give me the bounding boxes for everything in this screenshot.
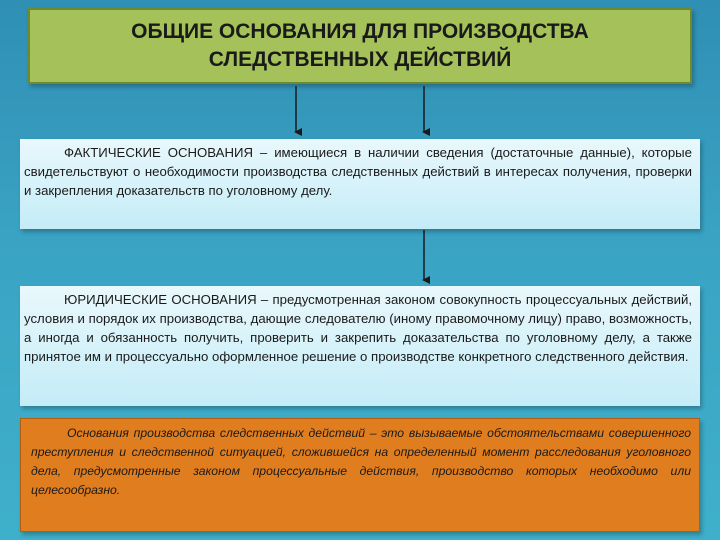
factual-grounds-text: ФАКТИЧЕСКИЕ ОСНОВАНИЯ – имеющиеся в наличии сведения (достаточные данные), которые свидетельствуют о необходимости производства следственных действий в интересах получения, проверки и закрепления доказательств по уголовному делу. [24,145,692,198]
definition-box [20,418,700,532]
title-box [28,8,692,84]
title-line-1: ОБЩИЕ ОСНОВАНИЯ ДЛЯ ПРОИЗВОДСТВА [131,20,589,43]
legal-grounds-text: ЮРИДИЧЕСКИЕ ОСНОВАНИЯ – предусмотренная законом совокупность процессуальных действий, условия и порядок их производства, дающие следователю (иному правомочному лицу) право, возможность, а иногда и обязанность получить, проверить и закрепить доказательства по уголовному делу, а также принятое им и процессуально оформленное решение о производстве конкретного следственного действия. [24,292,692,364]
definition-text: Основания производства следственных действий – это вызываемые обстоятельствами совершенного преступления и следственной ситуацией, сложившейся на определенный момент расследования уголовного дела, предусмотренные законом процессуальные действия, производство которых необходимо или целесообразно. [31,426,691,497]
factual-grounds-box [20,139,700,229]
legal-grounds-box [20,286,700,406]
title-line-2: СЛЕДСТВЕННЫХ ДЕЙСТВИЙ [208,48,512,71]
